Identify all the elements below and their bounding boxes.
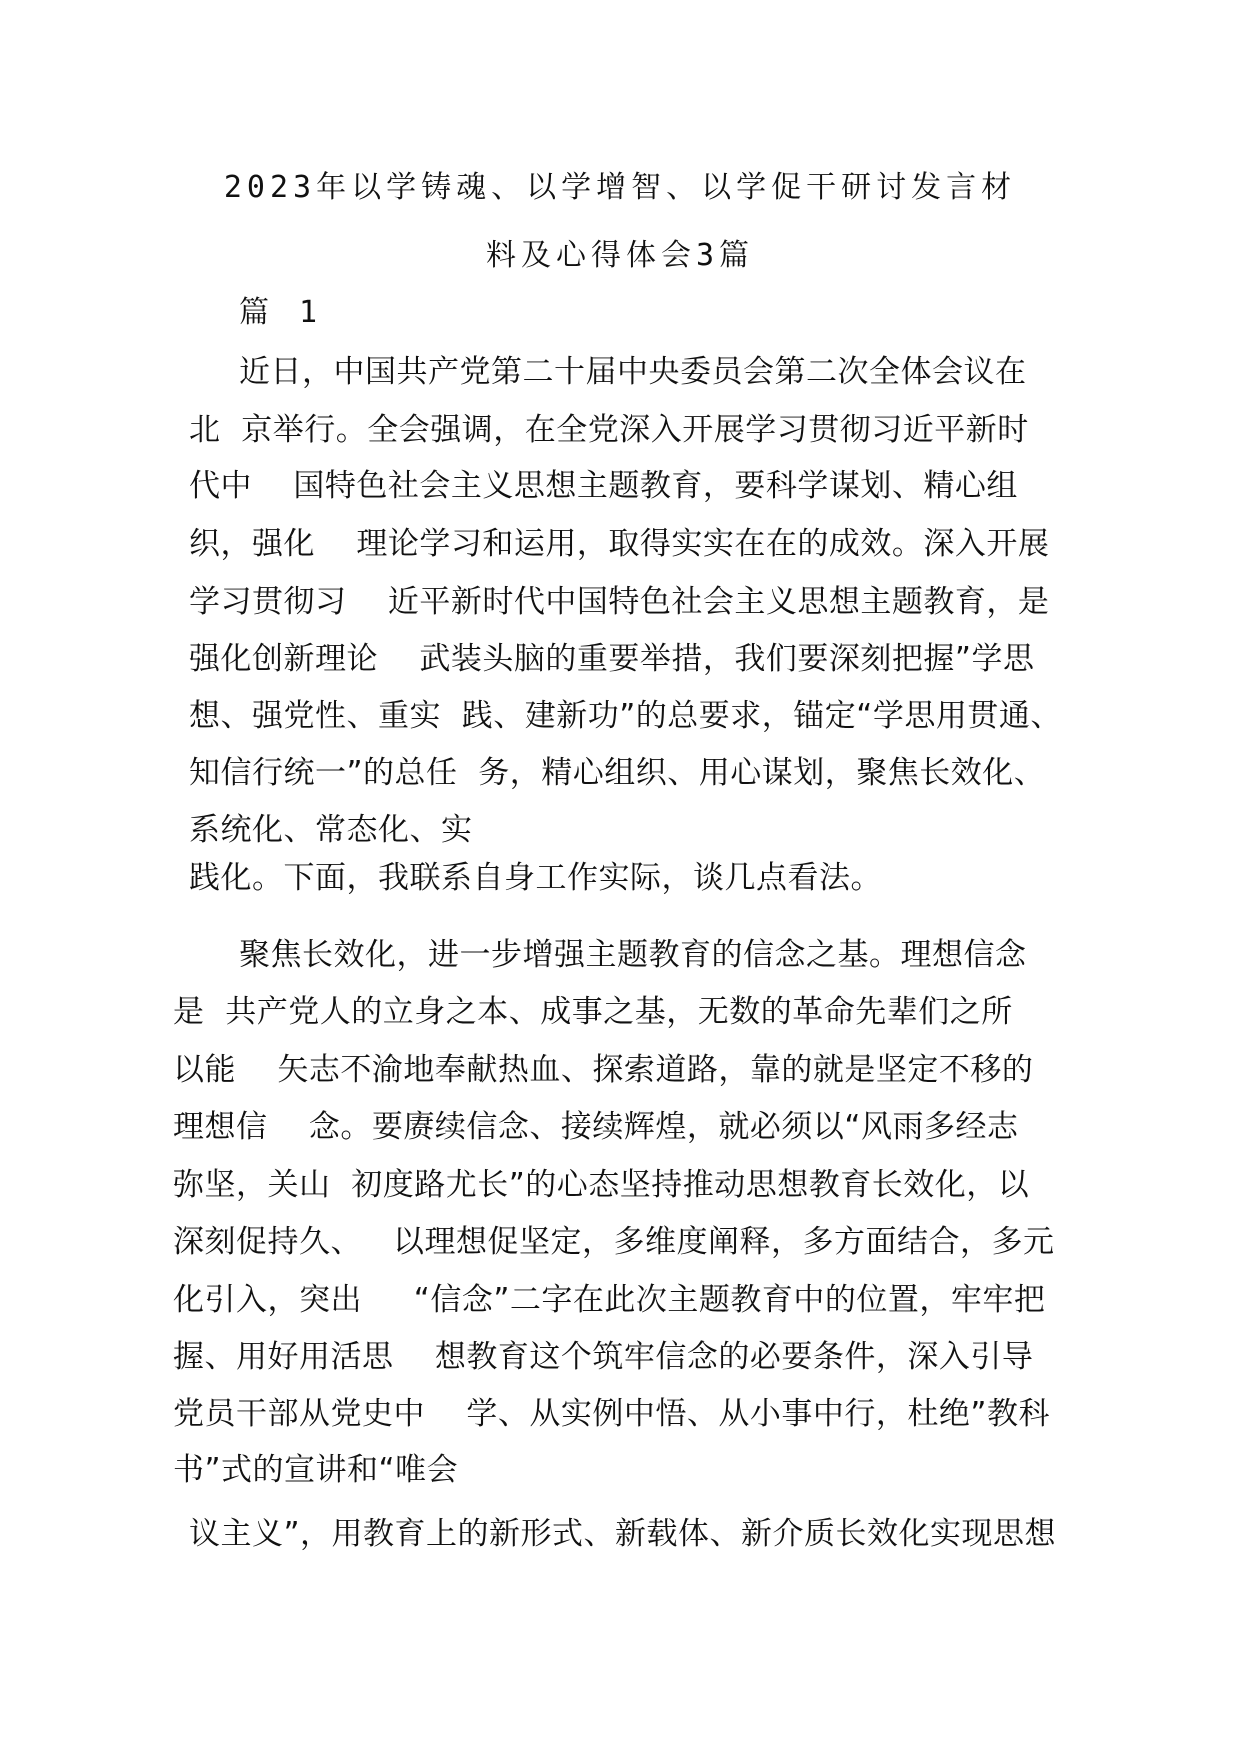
paragraph-line: 议主义”，用教育上的新形式、新载体、新介质长效化实现思想 [189,1516,1057,1552]
document-title-line-2: 料及心得体会3篇 [485,238,755,273]
document-title-line-1: 2023年以学铸魂、以学增智、以学促干研讨发言材 [223,170,1017,205]
paragraph-line: 握、用好用活思 想教育这个筑牢信念的必要条件，深入引导 [173,1339,1034,1375]
paragraph-line: 织，强化 理论学习和运用，取得实实在在的成效。深入开展 [189,526,1050,562]
paragraph-line: 近日，中国共产党第二十届中央委员会第二次全体会议在 [239,354,1027,390]
paragraph-line: 深刻促持久、 以理想促坚定，多维度阐释，多方面结合，多元 [173,1224,1055,1260]
paragraph-line: 代中 国特色社会主义思想主题教育，要科学谋划、精心组 [189,468,1018,504]
paragraph-line: 书”式的宣讲和“唯会 [173,1452,459,1488]
paragraph-line: 想、强党性、重实 践、建新功”的总要求，锚定“学思用贯通、 [189,698,1062,734]
paragraph-line: 知信行统一”的总任 务，精心组织、用心谋划，聚焦长效化、 [189,755,1046,791]
paragraph-line: 北 京举行。全会强调，在全党深入开展学习贯彻习近平新时 [189,412,1029,448]
paragraph-line: 是 共产党人的立身之本、成事之基，无数的革命先辈们之所 [173,994,1013,1030]
paragraph-line: 践化。下面，我联系自身工作实际，谈几点看法。 [189,860,882,896]
section-heading: 篇 1 [239,295,324,330]
paragraph-line: 理想信 念。要赓续信念、接续辉煌，就必须以“风雨多经志 [173,1109,1019,1145]
paragraph-line: 学习贯彻习 近平新时代中国特色社会主义思想主题教育，是 [189,584,1050,620]
paragraph-line: 弥坚，关山 初度路尤长”的心态坚持推动思想教育长效化，以 [173,1167,1030,1203]
paragraph-line: 以能 矢志不渝地奉献热血、探索道路，靠的就是坚定不移的 [173,1052,1034,1088]
paragraph-line: 聚焦长效化，进一步增强主题教育的信念之基。理想信念 [239,937,1027,973]
paragraph-line: 党员干部从党史中 学、从实例中悟、从小事中行，杜绝”教科 [173,1396,1050,1432]
paragraph-line: 强化创新理论 武装头脑的重要举措，我们要深刻把握”学思 [189,641,1035,677]
paragraph-line: 化引入，突出 “信念”二字在此次主题教育中的位置，牢牢把 [173,1282,1046,1318]
paragraph-line: 系统化、常态化、实 [189,812,473,848]
